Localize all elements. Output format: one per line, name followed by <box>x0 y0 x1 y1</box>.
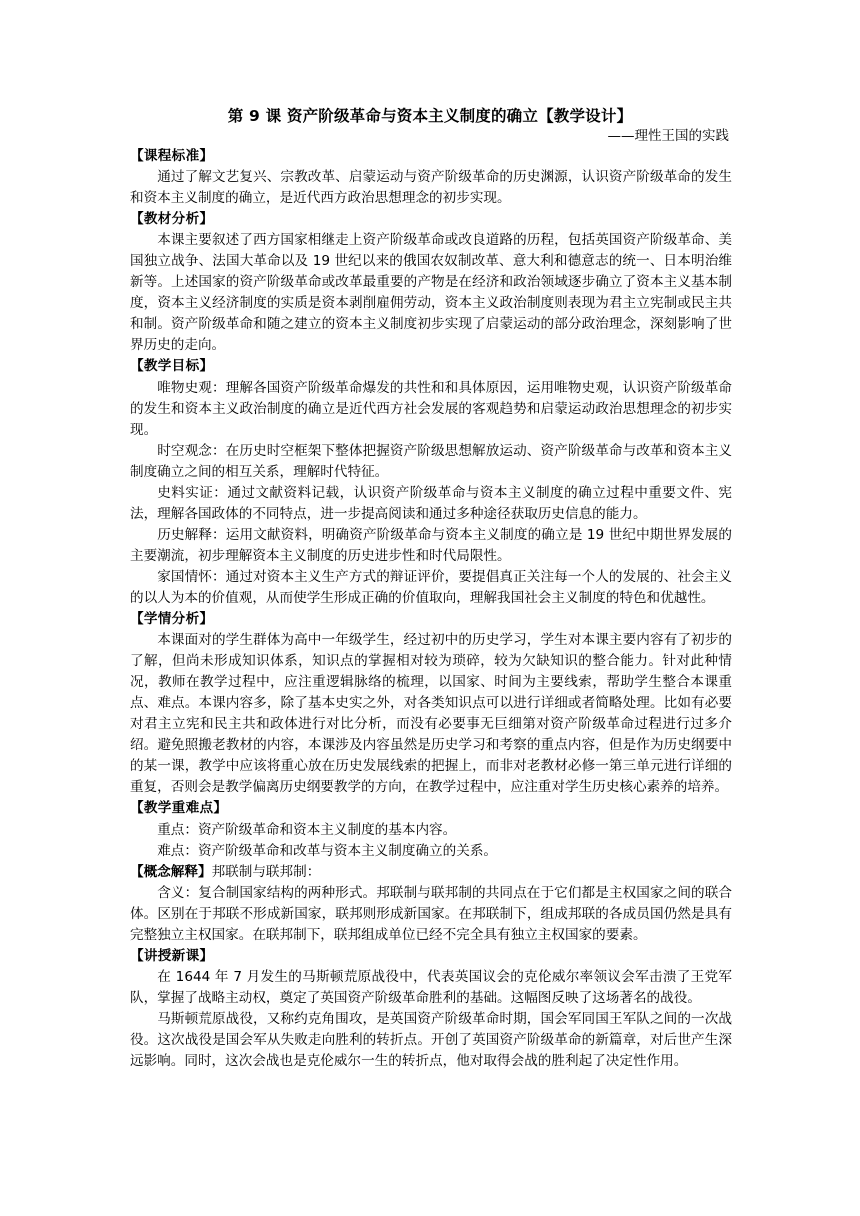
section-heading-key-points: 【教学重难点】 <box>130 800 228 817</box>
document-title: 第 9 课 资产阶级革命与资本主义制度的确立【教学设计】 <box>227 107 633 125</box>
paragraph: 唯物史观：理解各国资产阶级革命爆发的共性和和具体原因，运用唯物史观，认识资产阶级革命的发生和资本主义政治制度的确立是近代西方社会发展的客观趋势和启蒙运动政治思想理念的初步实现。 <box>130 379 732 438</box>
document-subtitle: ——理性王国的实践 <box>607 128 729 144</box>
concept-heading-label: 【概念解释】 <box>130 863 212 880</box>
paragraph: 家国情怀：通过对资本主义生产方式的辩证评价，要提倡真正关注每一个人的发展的、社会主义的以人为本的价值观，从而使学生形成正确的价值取向，理解我国社会主义制度的特色和优越性。 <box>130 568 732 606</box>
concept-heading-text: 邦联制与联邦制： <box>211 863 321 880</box>
paragraph: 重点：资产阶级革命和资本主义制度的基本内容。 <box>157 821 457 838</box>
paragraph: 含义：复合制国家结构的两种形式。邦联制与联邦制的共同点在于它们都是主权国家之间的联合体。区别在于邦联不形成新国家，联邦则形成新国家。在邦联制下，组成邦联的各成员国仍然是具有完整独立主权国家。在联邦制下，联邦组成单位已经不完全具有独立主权国家的要素。 <box>130 884 732 943</box>
section-heading-concept <box>130 862 732 883</box>
section-heading-lecture: 【讲授新课】 <box>130 947 214 964</box>
paragraph: 在 1644 年 7 月发生的马斯顿荒原战役中，代表英国议会的克伦威尔率领议会军击溃了王党军队，掌握了战略主动权，奠定了英国资产阶级革命胜利的基础。这幅图反映了这场著名的战役。 <box>130 968 732 1006</box>
section-heading-standard: 【课程标准】 <box>130 148 214 164</box>
paragraph: 本课面对的学生群体为高中一年级学生，经过初中的历史学习，学生对本课主要内容有了初步的了解，但尚未形成知识体系，知识点的掌握相对较为琐碎，较为欠缺知识的整合能力。针对此种情况，教师在教学过程中，应注重逻辑脉络的梳理，以国家、时间为主要线索，帮助学生整合本课重点、难点。本课内容多，除了基本史实之外，对各类知识点可以进行详细或者简略处理。比如有必要对君主立宪和民主共和政体进行对比分析，而没有必要事无巨细第对资产阶级革命过程进行过多介绍。避免照搬老教材的内容，本课涉及内容虽然是历史学习和考察的重点内容，但是作为历史纲要中的某一课，教学中应该将重心放在历史发展线索的把握上，而非对老教材必修一第三单元进行详细的重复，否则会是教学偏离历史纲要教学的方向，在教学过程中，应注重对学生历史核心素养的培养。 <box>130 632 732 796</box>
paragraph: 历史解释：运用文献资料，明确资产阶级革命与资本主义制度的确立是 19 世纪中期世界发展的主要潮流，初步理解资本主义制度的历史进步性和时代局限性。 <box>130 526 732 564</box>
paragraph: 马斯顿荒原战役，又称约克角围攻，是英国资产阶级革命时期，国会军同国王军队之间的一次战役。这次战役是国会军从失败走向胜利的转折点。开创了英国资产阶级革命的新篇章，对后世产生深远影响。同时，这次会战也是克伦威尔一生的转折点，他对取得会战的胜利起了决定性作用。 <box>130 1010 732 1070</box>
paragraph: 通过了解文艺复兴、宗教改革、启蒙运动与资产阶级革命的历史渊源，认识资产阶级革命的发生和资本主义制度的确立，是近代西方政治思想理念的初步实现。 <box>130 169 732 207</box>
paragraph: 本课主要叙述了西方国家相继走上资产阶级革命或改良道路的历程，包括英国资产阶级革命、美国独立战争、法国大革命以及 19 世纪以来的俄国农奴制改革、意大利和德意志的统一、日本明治维新等。上述国家的资产阶级革命或改革最重要的产物是在经济和政治领域逐步确立了资本主义基本制度，资本主义经济制度的实质是资本剥削雇佣劳动，资本主义政治制度则表现为君主立宪制或民主共和制。资产阶级革命和随之建立的资本主义制度初步实现了启蒙运动的部分政治理念，深刻影响了世界历史的走向。 <box>130 232 732 354</box>
section-heading-textbook: 【教材分析】 <box>130 211 214 228</box>
paragraph: 难点：资产阶级革命和改革与资本主义制度确立的关系。 <box>157 842 498 859</box>
document-body <box>130 146 732 1072</box>
section-heading-goals: 【教学目标】 <box>130 358 214 375</box>
paragraph: 史料实证：通过文献资料记载，认识资产阶级革命与资本主义制度的确立过程中重要文件、宪法，理解各国政体的不同特点，进一步提高阅读和通过多种途径获取历史信息的能力。 <box>130 484 732 522</box>
section-heading-students: 【学情分析】 <box>130 611 214 628</box>
paragraph: 时空观念：在历史时空框架下整体把握资产阶级思想解放运动、资产阶级革命与改革和资本主义制度确立之间的相互关系，理解时代特征。 <box>130 442 732 480</box>
